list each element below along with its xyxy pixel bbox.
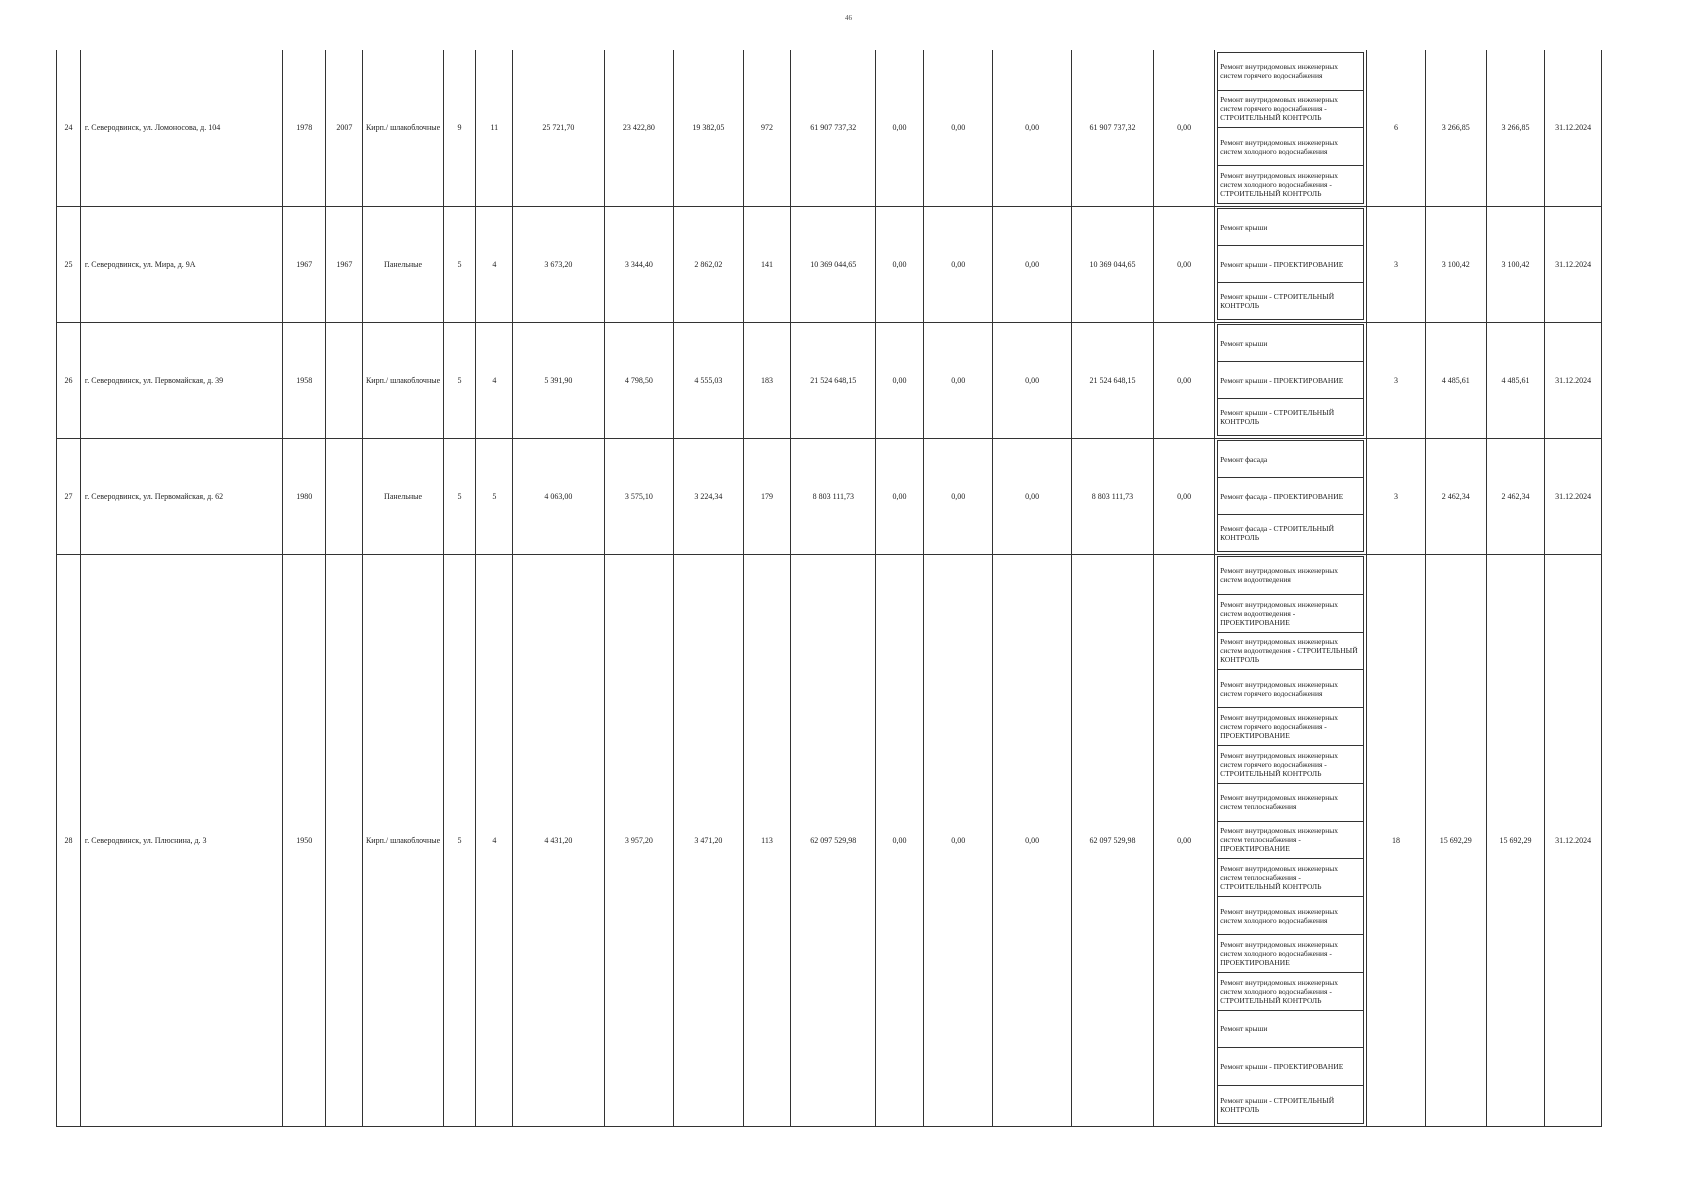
- floors: 5: [443, 554, 476, 1126]
- work-item-label: Ремонт крыши - ПРОЕКТИРОВАНИЕ: [1220, 259, 1344, 269]
- year-built: 1950: [282, 554, 325, 1126]
- work-item: [1217, 91, 1364, 129]
- deadline: 31.12.2024: [1545, 50, 1602, 206]
- work-item: [1217, 859, 1364, 897]
- works-count: 3: [1367, 438, 1426, 554]
- fund-regional: 0,00: [923, 206, 993, 322]
- year-renovated: [326, 554, 363, 1126]
- work-item: [1217, 708, 1364, 746]
- cost-total: 61 907 737,32: [791, 50, 876, 206]
- work-item-label: Ремонт крыши - ПРОЕКТИРОВАНИЕ: [1220, 1062, 1344, 1072]
- work-item-label: Ремонт фасада - ПРОЕКТИРОВАНИЕ: [1220, 491, 1344, 501]
- total-area: 3 673,20: [513, 206, 604, 322]
- cost-total: 21 524 648,15: [791, 322, 876, 438]
- work-item: [1217, 440, 1364, 478]
- residents-count: 183: [743, 322, 791, 438]
- fund-other: 0,00: [1154, 322, 1215, 438]
- address: г. Северодвинск, ул. Ломоносова, д. 104: [80, 50, 282, 206]
- works-list-cell: [1215, 438, 1367, 554]
- work-item-label: Ремонт крыши - СТРОИТЕЛЬНЫЙ КОНТРОЛЬ: [1220, 408, 1335, 426]
- work-item: [1217, 1011, 1364, 1049]
- residential-area: 19 382,05: [674, 50, 744, 206]
- residents-count: 141: [743, 206, 791, 322]
- table-row: [57, 554, 1602, 1126]
- fund-regional: 0,00: [923, 322, 993, 438]
- work-item: [1217, 399, 1364, 436]
- work-item: [1217, 822, 1364, 860]
- floors: 9: [443, 50, 476, 206]
- floors: 5: [443, 438, 476, 554]
- entrances: 5: [476, 438, 513, 554]
- work-item: [1217, 746, 1364, 784]
- fund-federal: 0,00: [876, 322, 924, 438]
- wall-material: Кирп./ шлакоблочные: [363, 50, 443, 206]
- works-count: 3: [1367, 322, 1426, 438]
- work-item: [1217, 246, 1364, 283]
- works-list: [1217, 52, 1364, 204]
- address: г. Северодвинск, ул. Первомайская, д. 39: [80, 322, 282, 438]
- table-body: [57, 50, 1602, 1126]
- limit-cost: 15 692,29: [1486, 554, 1545, 1126]
- work-item-label: Ремонт внутридомовых инженерных систем холодного водоснабжения: [1220, 137, 1339, 156]
- fund-regional: 0,00: [923, 50, 993, 206]
- work-item-label: Ремонт крыши: [1220, 338, 1268, 348]
- deadline: 31.12.2024: [1545, 438, 1602, 554]
- work-item-label: Ремонт внутридомовых инженерных систем теплоснабжения: [1220, 793, 1339, 812]
- limit-cost: 4 485,61: [1486, 322, 1545, 438]
- row-number: 28: [57, 554, 81, 1126]
- fund-federal: 0,00: [876, 438, 924, 554]
- wall-material: Панельные: [363, 206, 443, 322]
- wall-material: Кирп./ шлакоблочные: [363, 554, 443, 1126]
- living-area: 3 344,40: [604, 206, 674, 322]
- work-item: [1217, 897, 1364, 935]
- total-area: 4 063,00: [513, 438, 604, 554]
- address: г. Северодвинск, ул. Плюснина, д. 3: [80, 554, 282, 1126]
- works-list-cell: [1215, 206, 1367, 322]
- fund-local: 0,00: [993, 554, 1071, 1126]
- table-row: [57, 322, 1602, 438]
- fund-other: 0,00: [1154, 554, 1215, 1126]
- floors: 5: [443, 322, 476, 438]
- total-area: 4 431,20: [513, 554, 604, 1126]
- entrances: 4: [476, 206, 513, 322]
- unit-cost: 3 100,42: [1425, 206, 1486, 322]
- work-item-label: Ремонт фасада - СТРОИТЕЛЬНЫЙ КОНТРОЛЬ: [1220, 524, 1334, 542]
- works-list-cell: [1215, 554, 1367, 1126]
- works-count: 3: [1367, 206, 1426, 322]
- fund-owners: 21 524 648,15: [1071, 322, 1154, 438]
- cost-total: 10 369 044,65: [791, 206, 876, 322]
- works-list: [1217, 324, 1364, 436]
- total-area: 5 391,90: [513, 322, 604, 438]
- work-item-label: Ремонт фасада: [1220, 454, 1268, 464]
- fund-local: 0,00: [993, 322, 1071, 438]
- fund-owners: 8 803 111,73: [1071, 438, 1154, 554]
- total-area: 25 721,70: [513, 50, 604, 206]
- fund-owners: 62 097 529,98: [1071, 554, 1154, 1126]
- entrances: 4: [476, 554, 513, 1126]
- works-list: [1217, 440, 1364, 552]
- work-item: [1217, 973, 1364, 1011]
- work-item-label: Ремонт внутридомовых инженерных систем водоотведения - СТРОИТЕЛЬНЫЙ КОНТРОЛЬ: [1220, 637, 1358, 665]
- address: г. Северодвинск, ул. Мира, д. 9А: [80, 206, 282, 322]
- year-renovated: 1967: [326, 206, 363, 322]
- table-row: [57, 438, 1602, 554]
- work-item: [1217, 283, 1364, 320]
- work-item: [1217, 633, 1364, 671]
- year-renovated: [326, 322, 363, 438]
- row-number: 27: [57, 438, 81, 554]
- year-built: 1980: [282, 438, 325, 554]
- fund-federal: 0,00: [876, 50, 924, 206]
- fund-owners: 61 907 737,32: [1071, 50, 1154, 206]
- work-item-label: Ремонт внутридомовых инженерных систем холодного водоснабжения - ПРОЕКТИРОВАНИЕ: [1220, 939, 1339, 967]
- works-count: 18: [1367, 554, 1426, 1126]
- work-item-label: Ремонт внутридомовых инженерных систем горячего водоснабжения - СТРОИТЕЛЬНЫЙ КОНТРОЛЬ: [1220, 750, 1339, 778]
- work-item-label: Ремонт крыши - ПРОЕКТИРОВАНИЕ: [1220, 375, 1344, 385]
- residents-count: 972: [743, 50, 791, 206]
- address: г. Северодвинск, ул. Первомайская, д. 62: [80, 438, 282, 554]
- residential-area: 4 555,03: [674, 322, 744, 438]
- work-item: [1217, 670, 1364, 708]
- work-item-label: Ремонт внутридомовых инженерных систем теплоснабжения - СТРОИТЕЛЬНЫЙ КОНТРОЛЬ: [1220, 864, 1339, 892]
- residents-count: 113: [743, 554, 791, 1126]
- residential-area: 3 224,34: [674, 438, 744, 554]
- wall-material: Панельные: [363, 438, 443, 554]
- work-item: [1217, 478, 1364, 515]
- year-built: 1958: [282, 322, 325, 438]
- row-number: 25: [57, 206, 81, 322]
- fund-local: 0,00: [993, 438, 1071, 554]
- work-item-label: Ремонт крыши: [1220, 222, 1268, 232]
- entrances: 11: [476, 50, 513, 206]
- fund-regional: 0,00: [923, 554, 993, 1126]
- living-area: 23 422,80: [604, 50, 674, 206]
- table-row: [57, 50, 1602, 206]
- works-list-cell: [1215, 50, 1367, 206]
- work-item-label: Ремонт внутридомовых инженерных систем водоотведения: [1220, 566, 1339, 585]
- work-item: [1217, 1086, 1364, 1124]
- work-item: [1217, 556, 1364, 595]
- year-built: 1978: [282, 50, 325, 206]
- floors: 5: [443, 206, 476, 322]
- cost-total: 8 803 111,73: [791, 438, 876, 554]
- work-item-label: Ремонт внутридомовых инженерных систем горячего водоснабжения: [1220, 679, 1339, 698]
- limit-cost: 3 100,42: [1486, 206, 1545, 322]
- work-item-label: Ремонт крыши - СТРОИТЕЛЬНЫЙ КОНТРОЛЬ: [1220, 292, 1335, 310]
- fund-other: 0,00: [1154, 206, 1215, 322]
- work-item: [1217, 935, 1364, 973]
- entrances: 4: [476, 322, 513, 438]
- work-item: [1217, 166, 1364, 204]
- work-item: [1217, 324, 1364, 362]
- unit-cost: 3 266,85: [1425, 50, 1486, 206]
- page-number: 46: [845, 14, 852, 22]
- work-item: [1217, 128, 1364, 166]
- residential-area: 3 471,20: [674, 554, 744, 1126]
- work-item-label: Ремонт внутридомовых инженерных систем холодного водоснабжения: [1220, 906, 1339, 925]
- limit-cost: 2 462,34: [1486, 438, 1545, 554]
- fund-other: 0,00: [1154, 438, 1215, 554]
- fund-owners: 10 369 044,65: [1071, 206, 1154, 322]
- work-item-label: Ремонт внутридомовых инженерных систем горячего водоснабжения: [1220, 62, 1339, 81]
- work-item-label: Ремонт внутридомовых инженерных систем водоотведения - ПРОЕКТИРОВАНИЕ: [1220, 599, 1339, 627]
- works-list: [1217, 556, 1364, 1124]
- deadline: 31.12.2024: [1545, 554, 1602, 1126]
- limit-cost: 3 266,85: [1486, 50, 1545, 206]
- year-renovated: [326, 438, 363, 554]
- works-count: 6: [1367, 50, 1426, 206]
- work-item-label: Ремонт внутридомовых инженерных систем горячего водоснабжения - ПРОЕКТИРОВАНИЕ: [1220, 713, 1339, 741]
- work-item: [1217, 208, 1364, 246]
- unit-cost: 4 485,61: [1425, 322, 1486, 438]
- unit-cost: 2 462,34: [1425, 438, 1486, 554]
- year-built: 1967: [282, 206, 325, 322]
- wall-material: Кирп./ шлакоблочные: [363, 322, 443, 438]
- work-item-label: Ремонт крыши: [1220, 1024, 1268, 1034]
- cost-total: 62 097 529,98: [791, 554, 876, 1126]
- fund-regional: 0,00: [923, 438, 993, 554]
- work-item-label: Ремонт внутридомовых инженерных систем холодного водоснабжения - СТРОИТЕЛЬНЫЙ КОНТРОЛЬ: [1220, 170, 1339, 198]
- work-item-label: Ремонт внутридомовых инженерных систем теплоснабжения - ПРОЕКТИРОВАНИЕ: [1220, 826, 1339, 854]
- fund-federal: 0,00: [876, 206, 924, 322]
- residents-count: 179: [743, 438, 791, 554]
- work-item: [1217, 595, 1364, 633]
- works-list: [1217, 208, 1364, 320]
- living-area: 4 798,50: [604, 322, 674, 438]
- residential-area: 2 862,02: [674, 206, 744, 322]
- capital-repair-register-table: [56, 50, 1602, 1127]
- deadline: 31.12.2024: [1545, 206, 1602, 322]
- deadline: 31.12.2024: [1545, 322, 1602, 438]
- work-item: [1217, 515, 1364, 552]
- work-item: [1217, 362, 1364, 399]
- work-item-label: Ремонт внутридомовых инженерных систем горячего водоснабжения - СТРОИТЕЛЬНЫЙ КОНТРОЛЬ: [1220, 95, 1339, 123]
- works-list-cell: [1215, 322, 1367, 438]
- living-area: 3 957,20: [604, 554, 674, 1126]
- row-number: 26: [57, 322, 81, 438]
- work-item: [1217, 1048, 1364, 1086]
- year-renovated: 2007: [326, 50, 363, 206]
- living-area: 3 575,10: [604, 438, 674, 554]
- fund-federal: 0,00: [876, 554, 924, 1126]
- fund-local: 0,00: [993, 50, 1071, 206]
- row-number: 24: [57, 50, 81, 206]
- fund-other: 0,00: [1154, 50, 1215, 206]
- work-item-label: Ремонт внутридомовых инженерных систем холодного водоснабжения - СТРОИТЕЛЬНЫЙ КОНТРОЛЬ: [1220, 977, 1339, 1005]
- fund-local: 0,00: [993, 206, 1071, 322]
- work-item-label: Ремонт крыши - СТРОИТЕЛЬНЫЙ КОНТРОЛЬ: [1220, 1095, 1335, 1114]
- unit-cost: 15 692,29: [1425, 554, 1486, 1126]
- work-item: [1217, 52, 1364, 91]
- work-item: [1217, 784, 1364, 822]
- table-row: [57, 206, 1602, 322]
